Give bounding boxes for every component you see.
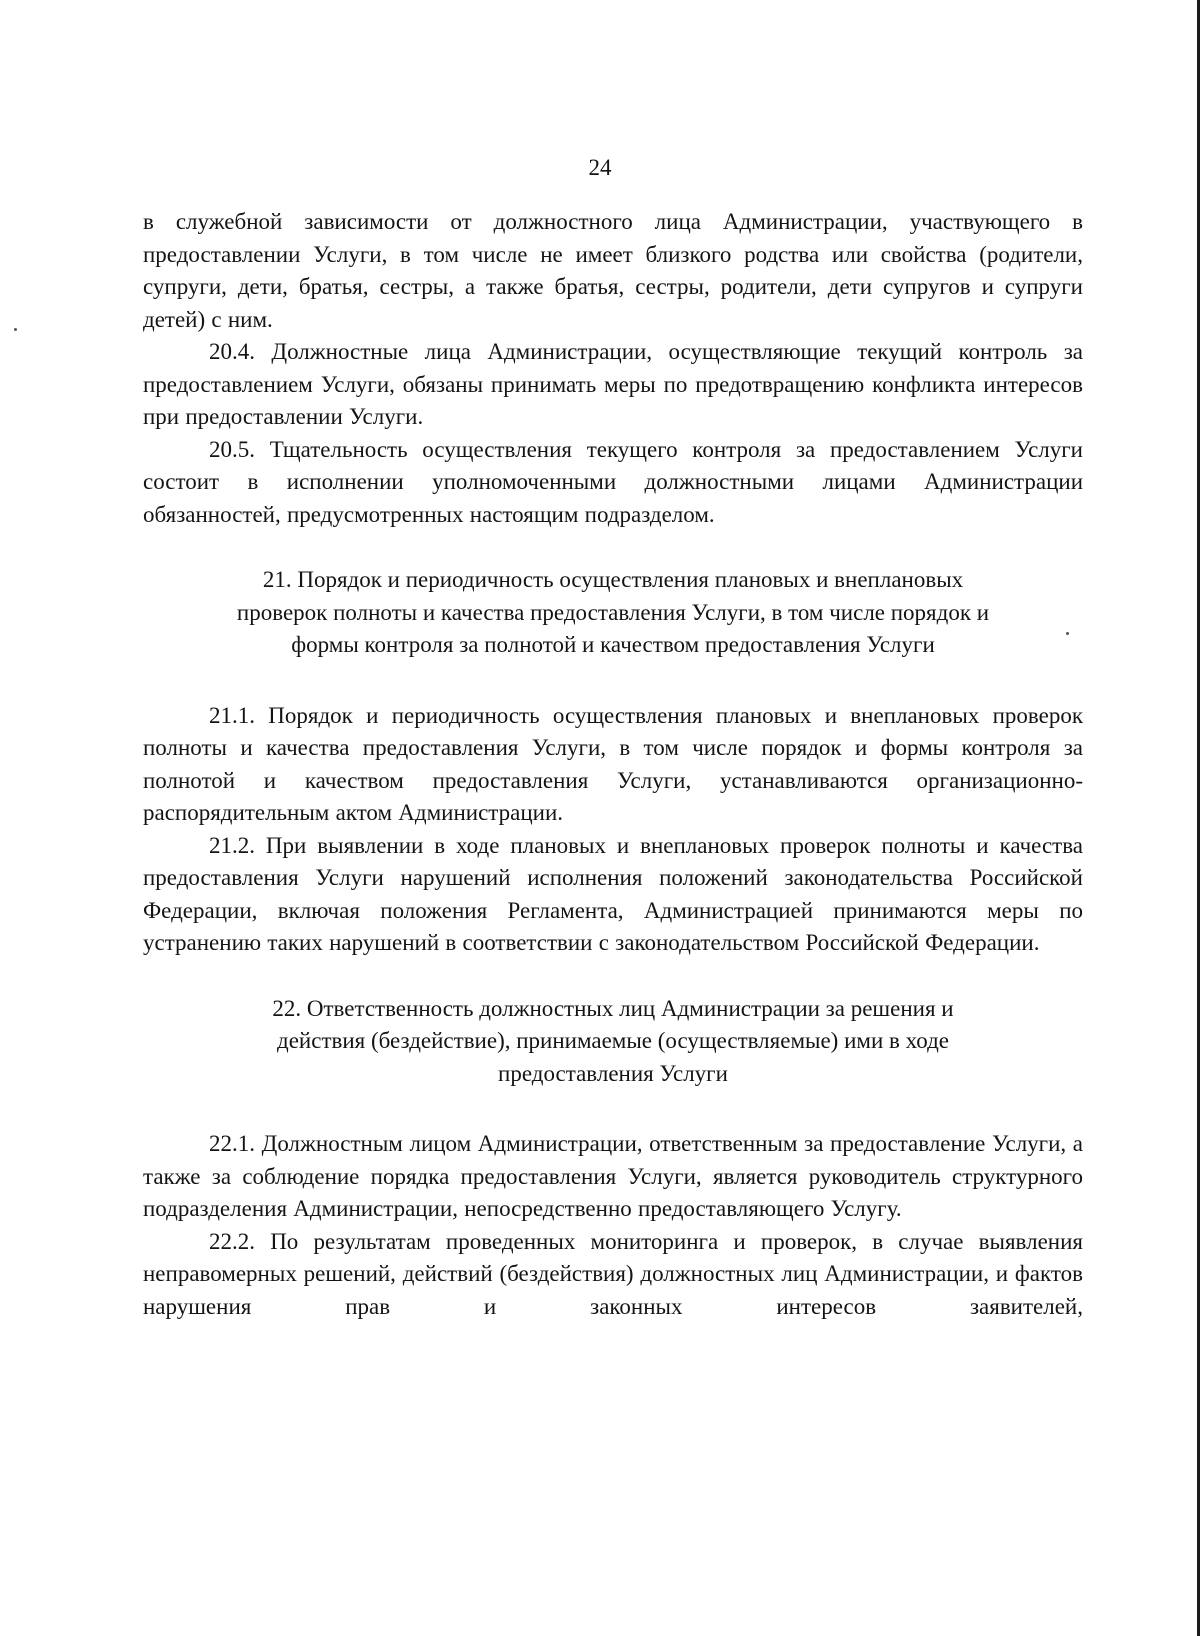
scan-speck bbox=[14, 328, 17, 331]
heading-line: проверок полноты и качества предоставления Услуги, в том числе порядок и bbox=[236, 599, 990, 625]
paragraph-20-5: 20.5. Тщательность осуществления текущего контроля за предоставлением Услуги состоит в исполнении уполномоченными должностными лицами Администрации обязанностей, предусмотренных настоящим подразделом. bbox=[143, 436, 1083, 527]
heading-line: формы контроля за полнотой и качеством предоставления Услуги bbox=[291, 632, 935, 657]
section-heading-22 bbox=[143, 993, 1083, 1091]
paragraph-21-1: 21.1. Порядок и периодичность осуществления плановых и внеплановых проверок полноты и качества предоставления Услуги, в том числе порядок и формы контроля за полнотой и качеством предоставления Услуги, устанавливаются организационно-распорядительным актом Администрации. bbox=[143, 702, 1083, 825]
page-number: 24 bbox=[588, 155, 612, 180]
heading-line: 22. Ответственность должностных лиц Администрации за решения и bbox=[272, 995, 954, 1021]
section-heading-21 bbox=[143, 564, 1083, 662]
paragraph-20-4: 20.4. Должностные лица Администрации, осуществляющие текущий контроль за предоставлением Услуги, обязаны принимать меры по предотвращению конфликта интересов при предоставлении Услуги. bbox=[143, 339, 1083, 429]
heading-line: действия (бездействие), принимаемые (осуществляемые) ими в ходе bbox=[277, 1028, 949, 1053]
paragraph-continuation: в служебной зависимости от должностного лица Администрации, участвующего в предоставлении Услуги, в том числе не имеет близкого родства или свойства (родители, супруги, дети, братья, сестры, а также братья, сестры, родители, дети супругов и супруги детей) с ним. bbox=[143, 209, 1083, 332]
heading-line: предоставления Услуги bbox=[498, 1060, 728, 1086]
paragraph-21-2: 21.2. При выявлении в ходе плановых и внеплановых проверок полноты и качества предоставления Услуги нарушений исполнения положений законодательства Российской Федерации, включая положения Регламента, Администрацией принимаются меры по устранению таких нарушений в соответствии с законодательством Российской Федерации. bbox=[143, 832, 1083, 955]
paragraph-22-2: 22.2. По результатам проведенных мониторинга и проверок, в случае выявления неправомерных решений, действий (бездействия) должностных лиц Администрации, и фактов нарушения прав и законных интересов заявителей, bbox=[143, 1228, 1083, 1319]
paragraph-22-1: 22.1. Должностным лицом Администрации, ответственным за предоставление Услуги, а также за соблюдение порядка предоставления Услуги, является руководитель структурного подразделения Администрации, непосредственно предоставляющего Услугу. bbox=[143, 1131, 1083, 1221]
document-body bbox=[143, 206, 1083, 1323]
heading-line: 21. Порядок и периодичность осуществления плановых и внеплановых bbox=[262, 567, 964, 592]
